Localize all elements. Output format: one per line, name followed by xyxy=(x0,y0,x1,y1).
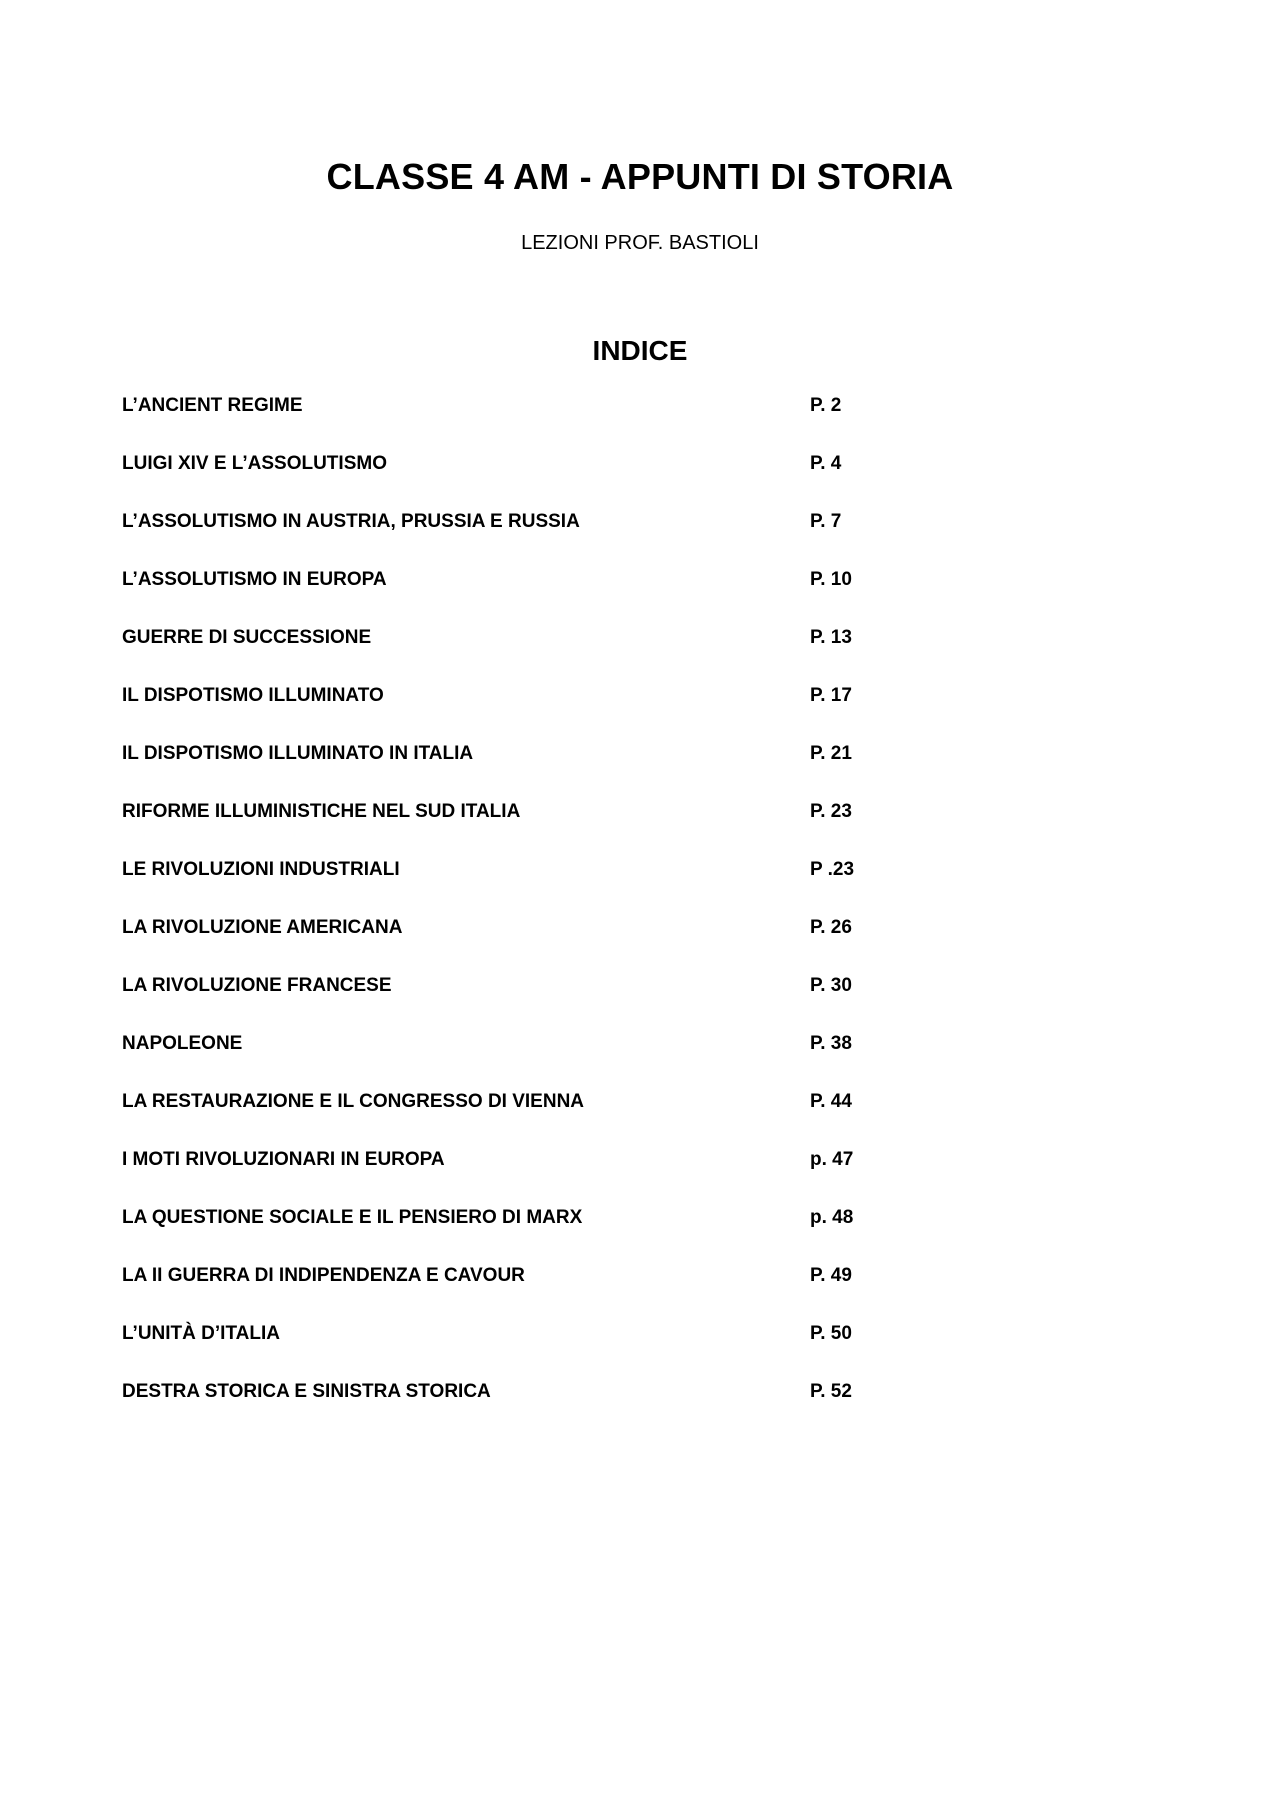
toc-entry-page-number: p. 48 xyxy=(810,1207,854,1228)
toc-entry-page-number: P. 21 xyxy=(810,743,852,764)
toc-entry-title: LA II GUERRA DI INDIPENDENZA E CAVOUR xyxy=(122,1265,525,1286)
toc-entry-title: NAPOLEONE xyxy=(122,1033,243,1054)
toc-entry-page-number: P. 52 xyxy=(810,1381,852,1402)
toc-entry-title: LA RESTAURAZIONE E IL CONGRESSO DI VIENNA xyxy=(122,1091,585,1112)
toc-entry-page-number: P. 49 xyxy=(810,1265,852,1286)
index-heading: INDICE xyxy=(592,335,688,366)
toc-entry-page-number: P. 30 xyxy=(810,975,852,996)
toc-entry-title: L’ANCIENT REGIME xyxy=(122,395,303,416)
toc-entry-page-number: p. 47 xyxy=(810,1149,854,1170)
toc-entry xyxy=(122,510,922,568)
toc-entry-page-number: P. 4 xyxy=(810,453,842,474)
toc-entry-title: L’UNITÀ D’ITALIA xyxy=(122,1323,280,1344)
toc-entry-page-number: P. 26 xyxy=(810,917,852,938)
table-of-contents xyxy=(122,394,922,1438)
toc-entry xyxy=(122,1148,922,1206)
toc-entry-title: GUERRE DI SUCCESSIONE xyxy=(122,627,372,648)
toc-entry-title: LA RIVOLUZIONE FRANCESE xyxy=(122,975,392,996)
toc-entry-page-number: P. 44 xyxy=(810,1091,852,1112)
toc-entry xyxy=(122,974,922,1032)
toc-entry-page-number: P. 23 xyxy=(810,801,852,822)
toc-entry xyxy=(122,626,922,684)
toc-entry xyxy=(122,1090,922,1148)
toc-entry-page-number: P. 10 xyxy=(810,569,852,590)
toc-entry xyxy=(122,916,922,974)
toc-entry-page-number: P .23 xyxy=(810,859,855,880)
toc-entry-title: LA QUESTIONE SOCIALE E IL PENSIERO DI MARX xyxy=(122,1207,583,1228)
toc-entry-title: L’ASSOLUTISMO IN AUSTRIA, PRUSSIA E RUSSIA xyxy=(122,511,580,532)
toc-entry xyxy=(122,1032,922,1090)
toc-entry xyxy=(122,1322,922,1380)
toc-entry-title: LA RIVOLUZIONE AMERICANA xyxy=(122,917,403,938)
toc-entry-page-number: P. 13 xyxy=(810,627,852,648)
toc-entry-page-number: P. 38 xyxy=(810,1033,852,1054)
toc-entry xyxy=(122,684,922,742)
toc-entry xyxy=(122,568,922,626)
toc-entry-page-number: P. 7 xyxy=(810,511,842,532)
toc-entry-title: DESTRA STORICA E SINISTRA STORICA xyxy=(122,1381,491,1402)
toc-entry xyxy=(122,1206,922,1264)
toc-entry xyxy=(122,394,922,452)
toc-entry-title: LE RIVOLUZIONI INDUSTRIALI xyxy=(122,859,400,880)
toc-entry-page-number: P. 50 xyxy=(810,1323,852,1344)
toc-entry-title: L’ASSOLUTISMO IN EUROPA xyxy=(122,569,387,590)
toc-entry-page-number: P. 17 xyxy=(810,685,852,706)
document-subtitle: LEZIONI PROF. BASTIOLI xyxy=(521,232,759,254)
toc-entry xyxy=(122,858,922,916)
toc-entry xyxy=(122,800,922,858)
toc-entry-title: I MOTI RIVOLUZIONARI IN EUROPA xyxy=(122,1149,445,1170)
toc-entry-title: LUIGI XIV E L’ASSOLUTISMO xyxy=(122,453,387,474)
toc-entry-page-number: P. 2 xyxy=(810,395,842,416)
toc-entry-title: RIFORME ILLUMINISTICHE NEL SUD ITALIA xyxy=(122,801,521,822)
document-title: CLASSE 4 AM - APPUNTI DI STORIA xyxy=(326,156,954,197)
toc-entry xyxy=(122,1264,922,1322)
toc-entry-title: IL DISPOTISMO ILLUMINATO IN ITALIA xyxy=(122,743,474,764)
toc-entry xyxy=(122,452,922,510)
toc-entry xyxy=(122,1380,922,1438)
toc-entry xyxy=(122,742,922,800)
toc-entry-title: IL DISPOTISMO ILLUMINATO xyxy=(122,685,384,706)
